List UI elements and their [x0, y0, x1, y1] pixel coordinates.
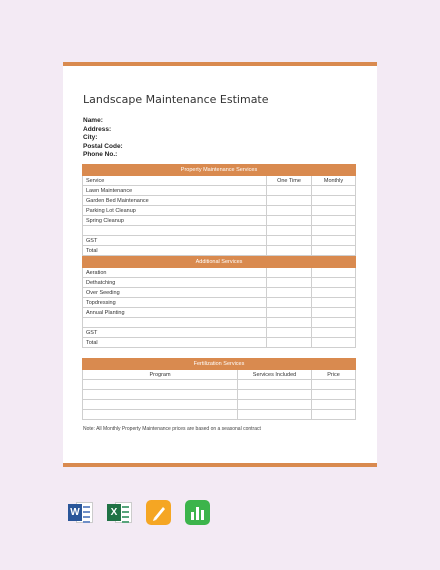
- top-accent-bar: [63, 62, 377, 66]
- service-col-header: Service: [83, 176, 267, 186]
- service-cell: Annual Planting: [83, 308, 267, 318]
- one-time-cell[interactable]: [267, 328, 312, 338]
- postal-code-label: Postal Code:: [83, 142, 123, 150]
- one-time-cell[interactable]: [267, 288, 312, 298]
- one-time-cell[interactable]: [267, 206, 312, 216]
- service-cell: Total: [83, 338, 267, 348]
- service-cell: Garden Bed Maintenance: [83, 196, 267, 206]
- one-time-cell[interactable]: [267, 338, 312, 348]
- pen-icon: [146, 500, 171, 525]
- table-row: [83, 196, 356, 206]
- monthly-cell[interactable]: [312, 206, 356, 216]
- services-included-col-header: Services Included: [238, 370, 312, 380]
- table-row: [83, 268, 356, 278]
- table-row: [83, 380, 356, 390]
- service-cell: Over Seeding: [83, 288, 267, 298]
- program-cell[interactable]: [83, 400, 238, 410]
- monthly-cell[interactable]: [312, 226, 356, 236]
- services-included-cell[interactable]: [238, 400, 312, 410]
- program-cell[interactable]: [83, 410, 238, 420]
- document-page: [63, 62, 377, 467]
- services-included-cell[interactable]: [238, 410, 312, 420]
- property-maintenance-header: Property Maintenance Services: [83, 165, 356, 176]
- gst-row: [83, 236, 356, 246]
- table-row: [83, 308, 356, 318]
- table-row: [83, 288, 356, 298]
- service-cell: Spring Cleanup: [83, 216, 267, 226]
- word-icon[interactable]: [68, 500, 93, 525]
- monthly-cell[interactable]: [312, 318, 356, 328]
- service-cell: Lawn Maintenance: [83, 186, 267, 196]
- table-row: [83, 216, 356, 226]
- footer-note: Note: All Monthly Property Maintenance prices are based on a seasonal contract: [83, 426, 261, 432]
- services-included-cell[interactable]: [238, 390, 312, 400]
- service-cell: Dethatching: [83, 278, 267, 288]
- table-row: [83, 390, 356, 400]
- service-cell: Aeration: [83, 268, 267, 278]
- monthly-cell[interactable]: [312, 338, 356, 348]
- program-cell[interactable]: [83, 380, 238, 390]
- table-row: [83, 410, 356, 420]
- fertilization-services-header: Fertilization Services: [83, 359, 356, 370]
- one-time-cell[interactable]: [267, 278, 312, 288]
- gst-row: [83, 328, 356, 338]
- one-time-cell[interactable]: [267, 196, 312, 206]
- phone-label: Phone No.:: [83, 151, 118, 158]
- table-row: [83, 318, 356, 328]
- excel-letter: X: [107, 504, 121, 521]
- total-row: [83, 246, 356, 256]
- table-row: [83, 226, 356, 236]
- format-icons: [68, 500, 210, 525]
- pages-icon[interactable]: [146, 500, 171, 525]
- one-time-cell[interactable]: [267, 186, 312, 196]
- bar-chart-icon: [185, 500, 210, 525]
- one-time-cell[interactable]: [267, 308, 312, 318]
- table-row: [83, 400, 356, 410]
- program-col-header: Program: [83, 370, 238, 380]
- monthly-cell[interactable]: [312, 216, 356, 226]
- price-cell[interactable]: [312, 390, 356, 400]
- monthly-cell[interactable]: [312, 308, 356, 318]
- service-cell: GST: [83, 236, 267, 246]
- price-cell[interactable]: [312, 410, 356, 420]
- service-cell: Total: [83, 246, 267, 256]
- service-cell: Topdressing: [83, 298, 267, 308]
- one-time-cell[interactable]: [267, 246, 312, 256]
- service-cell: Parking Lot Cleanup: [83, 206, 267, 216]
- price-cell[interactable]: [312, 400, 356, 410]
- services-included-cell[interactable]: [238, 380, 312, 390]
- monthly-cell[interactable]: [312, 298, 356, 308]
- one-time-col-header: One Time: [267, 176, 312, 186]
- table-row: [83, 278, 356, 288]
- one-time-cell[interactable]: [267, 318, 312, 328]
- fertilization-services-table: [82, 358, 356, 420]
- excel-icon[interactable]: [107, 500, 132, 525]
- one-time-cell[interactable]: [267, 298, 312, 308]
- word-letter: W: [68, 504, 82, 521]
- monthly-cell[interactable]: [312, 268, 356, 278]
- monthly-col-header: Monthly: [312, 176, 356, 186]
- name-label: Name:: [83, 117, 103, 124]
- one-time-cell[interactable]: [267, 226, 312, 236]
- address-label: Address:: [83, 125, 112, 133]
- monthly-cell[interactable]: [312, 278, 356, 288]
- client-info: [83, 117, 123, 160]
- city-label: City:: [83, 134, 98, 141]
- price-cell[interactable]: [312, 380, 356, 390]
- additional-services-table: [82, 256, 356, 348]
- monthly-cell[interactable]: [312, 288, 356, 298]
- total-row: [83, 338, 356, 348]
- one-time-cell[interactable]: [267, 236, 312, 246]
- service-cell: [83, 226, 267, 236]
- monthly-cell[interactable]: [312, 246, 356, 256]
- one-time-cell[interactable]: [267, 268, 312, 278]
- service-cell: [83, 318, 267, 328]
- monthly-cell[interactable]: [312, 186, 356, 196]
- monthly-cell[interactable]: [312, 236, 356, 246]
- bottom-accent-bar: [63, 463, 377, 467]
- service-cell: GST: [83, 328, 267, 338]
- monthly-cell[interactable]: [312, 196, 356, 206]
- monthly-cell[interactable]: [312, 328, 356, 338]
- program-cell[interactable]: [83, 390, 238, 400]
- document-title: Landscape Maintenance Estimate: [83, 93, 269, 106]
- table-row: [83, 186, 356, 196]
- numbers-icon[interactable]: [185, 500, 210, 525]
- price-col-header: Price: [312, 370, 356, 380]
- property-maintenance-table: [82, 164, 356, 256]
- table-row: [83, 206, 356, 216]
- one-time-cell[interactable]: [267, 216, 312, 226]
- table-row: [83, 298, 356, 308]
- additional-services-header: Additional Services: [83, 257, 356, 268]
